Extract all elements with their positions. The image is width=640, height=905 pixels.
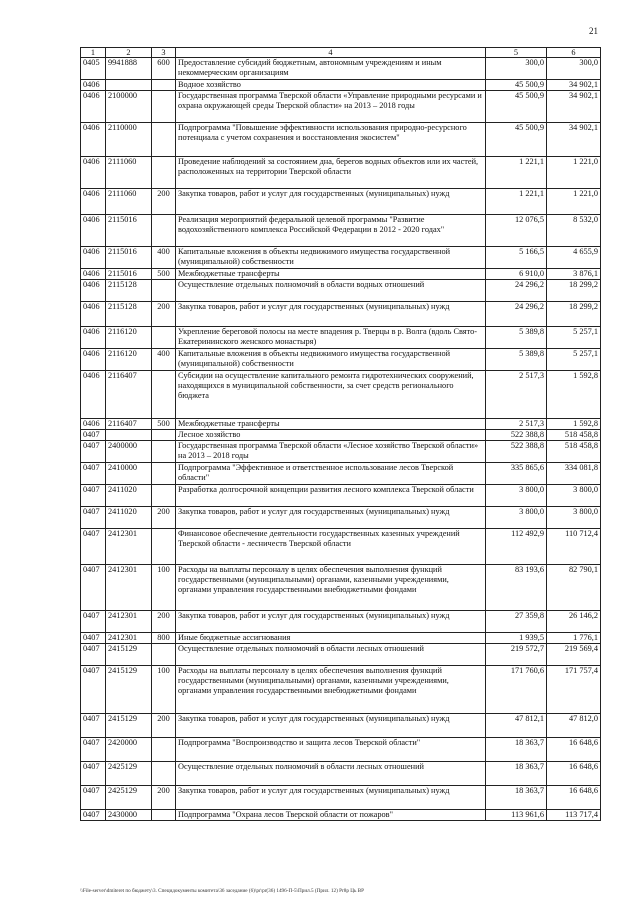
actual-amount-cell: 3 876,1	[547, 269, 601, 280]
planned-amount-cell: 45 500,9	[486, 123, 547, 157]
column-number: 2	[106, 48, 152, 58]
planned-amount-cell: 522 388,8	[486, 441, 547, 463]
actual-amount-cell: 1 221,0	[547, 157, 601, 189]
table-row	[81, 123, 601, 157]
actual-amount-cell: 3 800,0	[547, 507, 601, 529]
section-code-cell: 0407	[81, 529, 106, 565]
actual-amount-cell: 1 592,8	[547, 419, 601, 430]
section-code-cell: 0407	[81, 644, 106, 666]
target-code-cell: 2400000	[106, 441, 152, 463]
description-cell: Межбюджетные трансферты	[176, 419, 486, 430]
table-row	[81, 349, 601, 371]
target-code-cell: 2115016	[106, 269, 152, 280]
expense-type-cell: 200	[152, 507, 176, 529]
expense-type-cell	[152, 327, 176, 349]
column-number: 3	[152, 48, 176, 58]
expense-type-cell: 200	[152, 786, 176, 810]
description-cell: Осуществление отдельных полномочий в области лесных отношений	[176, 644, 486, 666]
planned-amount-cell: 6 910,0	[486, 269, 547, 280]
section-code-cell: 0406	[81, 157, 106, 189]
target-code-cell: 2415129	[106, 644, 152, 666]
table-row	[81, 786, 601, 810]
actual-amount-cell: 4 655,9	[547, 247, 601, 269]
table-row	[81, 58, 601, 80]
table-row	[81, 762, 601, 786]
planned-amount-cell: 27 359,8	[486, 611, 547, 633]
section-code-cell: 0406	[81, 215, 106, 247]
table-row	[81, 269, 601, 280]
expense-type-cell: 600	[152, 58, 176, 80]
actual-amount-cell: 300,0	[547, 58, 601, 80]
planned-amount-cell: 45 500,9	[486, 80, 547, 91]
planned-amount-cell: 5 166,5	[486, 247, 547, 269]
actual-amount-cell: 47 812,0	[547, 714, 601, 738]
column-number: 6	[547, 48, 601, 58]
section-code-cell: 0407	[81, 441, 106, 463]
description-cell: Закупка товаров, работ и услуг для государственных (муниципальных) нужд	[176, 714, 486, 738]
actual-amount-cell: 219 569,4	[547, 644, 601, 666]
actual-amount-cell: 34 902,1	[547, 91, 601, 123]
description-cell: Закупка товаров, работ и услуг для государственных (муниципальных) нужд	[176, 786, 486, 810]
section-code-cell: 0406	[81, 327, 106, 349]
column-number: 1	[81, 48, 106, 58]
table-row	[81, 157, 601, 189]
planned-amount-cell: 1 221,1	[486, 157, 547, 189]
actual-amount-cell: 26 146,2	[547, 611, 601, 633]
expense-type-cell	[152, 762, 176, 786]
section-code-cell: 0407	[81, 738, 106, 762]
table-row	[81, 714, 601, 738]
planned-amount-cell: 24 296,2	[486, 280, 547, 302]
table-row	[81, 327, 601, 349]
target-code-cell: 2425129	[106, 786, 152, 810]
target-code-cell: 2412301	[106, 529, 152, 565]
actual-amount-cell: 16 648,6	[547, 786, 601, 810]
table-row	[81, 738, 601, 762]
expense-type-cell	[152, 123, 176, 157]
target-code-cell: 2110000	[106, 123, 152, 157]
description-cell: Закупка товаров, работ и услуг для государственных (муниципальных) нужд	[176, 611, 486, 633]
expense-type-cell: 400	[152, 349, 176, 371]
planned-amount-cell: 18 363,7	[486, 786, 547, 810]
target-code-cell: 2116120	[106, 349, 152, 371]
expense-type-cell	[152, 644, 176, 666]
target-code-cell: 2116407	[106, 371, 152, 419]
table-row	[81, 189, 601, 215]
section-code-cell: 0406	[81, 349, 106, 371]
expense-type-cell: 200	[152, 189, 176, 215]
expense-type-cell: 200	[152, 611, 176, 633]
actual-amount-cell: 113 717,4	[547, 810, 601, 821]
table-row	[81, 633, 601, 644]
table-row	[81, 507, 601, 529]
target-code-cell: 2115016	[106, 247, 152, 269]
description-cell: Финансовое обеспечение деятельности государственных казенных учреждений Тверской области - лесничеств Тверской области	[176, 529, 486, 565]
planned-amount-cell: 24 296,2	[486, 302, 547, 327]
expense-type-cell	[152, 529, 176, 565]
target-code-cell: 2411020	[106, 485, 152, 507]
actual-amount-cell: 18 299,2	[547, 280, 601, 302]
planned-amount-cell: 300,0	[486, 58, 547, 80]
table-row	[81, 810, 601, 821]
description-cell: Расходы на выплаты персоналу в целях обеспечения выполнения функций государственными (муниципальными) органами, казенными учреждениями, органами управления государственными внебюджетными фондами	[176, 565, 486, 611]
actual-amount-cell: 8 532,0	[547, 215, 601, 247]
actual-amount-cell: 1 592,8	[547, 371, 601, 419]
target-code-cell: 2412301	[106, 633, 152, 644]
section-code-cell: 0406	[81, 280, 106, 302]
section-code-cell: 0407	[81, 485, 106, 507]
target-code-cell: 2115128	[106, 302, 152, 327]
expense-type-cell	[152, 441, 176, 463]
description-cell: Подпрограмма "Эффективное и ответственное использование лесов Тверской области"	[176, 463, 486, 485]
description-cell: Государственная программа Тверской области «Управление природными ресурсами и охрана окружающей среды Тверской области» на 2013 – 2018 годы	[176, 91, 486, 123]
target-code-cell: 2425129	[106, 762, 152, 786]
page-number: 21	[589, 26, 598, 36]
table-row	[81, 485, 601, 507]
section-code-cell: 0407	[81, 810, 106, 821]
planned-amount-cell: 18 363,7	[486, 738, 547, 762]
target-code-cell: 2116407	[106, 419, 152, 430]
target-code-cell: 2115016	[106, 215, 152, 247]
planned-amount-cell: 5 389,8	[486, 349, 547, 371]
description-cell: Подпрограмма "Охрана лесов Тверской области от пожаров"	[176, 810, 486, 821]
table-row	[81, 430, 601, 441]
description-cell: Капитальные вложения в объекты недвижимого имущества государственной (муниципальной) собственности	[176, 247, 486, 269]
expense-type-cell: 500	[152, 419, 176, 430]
description-cell: Капитальные вложения в объекты недвижимого имущества государственной (муниципальной) собственности	[176, 349, 486, 371]
section-code-cell: 0406	[81, 302, 106, 327]
expense-type-cell: 100	[152, 666, 176, 714]
budget-table	[80, 47, 601, 821]
section-code-cell: 0406	[81, 419, 106, 430]
description-cell: Предоставление субсидий бюджетным, автономным учреждениям и иным некоммерческим организациям	[176, 58, 486, 80]
actual-amount-cell: 82 790,1	[547, 565, 601, 611]
section-code-cell: 0406	[81, 269, 106, 280]
section-code-cell: 0405	[81, 58, 106, 80]
planned-amount-cell: 18 363,7	[486, 762, 547, 786]
target-code-cell: 2411020	[106, 507, 152, 529]
column-number: 4	[176, 48, 486, 58]
section-code-cell: 0407	[81, 762, 106, 786]
planned-amount-cell: 3 800,0	[486, 507, 547, 529]
planned-amount-cell: 1 939,5	[486, 633, 547, 644]
planned-amount-cell: 112 492,9	[486, 529, 547, 565]
description-cell: Закупка товаров, работ и услуг для государственных (муниципальных) нужд	[176, 189, 486, 215]
actual-amount-cell: 16 648,6	[547, 762, 601, 786]
planned-amount-cell: 2 517,3	[486, 419, 547, 430]
table-row	[81, 91, 601, 123]
section-code-cell: 0407	[81, 666, 106, 714]
target-code-cell: 2412301	[106, 565, 152, 611]
actual-amount-cell: 5 257,1	[547, 327, 601, 349]
section-code-cell: 0406	[81, 189, 106, 215]
column-number: 5	[486, 48, 547, 58]
table-row	[81, 529, 601, 565]
actual-amount-cell: 34 902,1	[547, 80, 601, 91]
target-code-cell	[106, 430, 152, 441]
table-row	[81, 80, 601, 91]
expense-type-cell	[152, 80, 176, 91]
table-body	[81, 58, 601, 821]
description-cell: Разработка долгосрочной концепции развития лесного комплекса Тверской области	[176, 485, 486, 507]
section-code-cell: 0407	[81, 633, 106, 644]
table-row	[81, 463, 601, 485]
planned-amount-cell: 3 800,0	[486, 485, 547, 507]
planned-amount-cell: 12 076,5	[486, 215, 547, 247]
actual-amount-cell: 5 257,1	[547, 349, 601, 371]
actual-amount-cell: 18 299,2	[547, 302, 601, 327]
target-code-cell: 2430000	[106, 810, 152, 821]
section-code-cell: 0406	[81, 80, 106, 91]
table-row	[81, 247, 601, 269]
target-code-cell: 2100000	[106, 91, 152, 123]
expense-type-cell: 200	[152, 302, 176, 327]
actual-amount-cell: 34 902,1	[547, 123, 601, 157]
description-cell: Закупка товаров, работ и услуг для государственных (муниципальных) нужд	[176, 302, 486, 327]
description-cell: Проведение наблюдений за состоянием дна, берегов водных объектов или их частей, расположенных на территории Тверской области	[176, 157, 486, 189]
target-code-cell: 2420000	[106, 738, 152, 762]
description-cell: Реализация мероприятий федеральной целевой программы "Развитие водохозяйственного комплекса Российской Федерации в 2012 - 2020 годах"	[176, 215, 486, 247]
planned-amount-cell: 113 961,6	[486, 810, 547, 821]
target-code-cell: 2111060	[106, 157, 152, 189]
planned-amount-cell: 47 812,1	[486, 714, 547, 738]
column-number-row	[81, 48, 601, 58]
target-code-cell: 2415129	[106, 666, 152, 714]
expense-type-cell	[152, 485, 176, 507]
description-cell: Субсидии на осуществление капитального ремонта гидротехнических сооружений, находящихся в муниципальной собственности, за счет средств регионального бюджета	[176, 371, 486, 419]
description-cell: Расходы на выплаты персоналу в целях обеспечения выполнения функций государственными (муниципальными) органами, казенными учреждениями, органами управления государственными внебюджетными фондами	[176, 666, 486, 714]
expense-type-cell: 100	[152, 565, 176, 611]
table-row	[81, 441, 601, 463]
target-code-cell: 2115128	[106, 280, 152, 302]
expense-type-cell	[152, 810, 176, 821]
expense-type-cell	[152, 91, 176, 123]
table-row	[81, 215, 601, 247]
description-cell: Подпрограмма "Повышение эффективности использования природно-ресурсного потенциала с учетом сохранения и восстановления экосистем"	[176, 123, 486, 157]
footer-file-path: \\File-server\dmiteret по бюджету\3. Специдокументы комитета\36 заседание (6)\pr\pr(36) 1496-П-5\Прил.5 (Прил. 12) Pr8p Ць ВР	[80, 888, 364, 894]
section-code-cell: 0407	[81, 611, 106, 633]
table-row	[81, 419, 601, 430]
section-code-cell: 0406	[81, 371, 106, 419]
target-code-cell: 9941888	[106, 58, 152, 80]
expense-type-cell	[152, 215, 176, 247]
expense-type-cell: 200	[152, 714, 176, 738]
target-code-cell: 2415129	[106, 714, 152, 738]
description-cell: Осуществление отдельных полномочий в области лесных отношений	[176, 762, 486, 786]
table-row	[81, 611, 601, 633]
description-cell: Закупка товаров, работ и услуг для государственных (муниципальных) нужд	[176, 507, 486, 529]
section-code-cell: 0407	[81, 430, 106, 441]
table-row	[81, 302, 601, 327]
actual-amount-cell: 3 800,0	[547, 485, 601, 507]
expense-type-cell: 400	[152, 247, 176, 269]
actual-amount-cell: 1 776,1	[547, 633, 601, 644]
table-row	[81, 666, 601, 714]
planned-amount-cell: 171 760,6	[486, 666, 547, 714]
planned-amount-cell: 83 193,6	[486, 565, 547, 611]
description-cell: Государственная программа Тверской области «Лесное хозяйство Тверской области» на 2013 – 2018 годы	[176, 441, 486, 463]
table-row	[81, 280, 601, 302]
actual-amount-cell: 1 221,0	[547, 189, 601, 215]
table-row	[81, 644, 601, 666]
expense-type-cell	[152, 280, 176, 302]
target-code-cell: 2410000	[106, 463, 152, 485]
section-code-cell: 0406	[81, 91, 106, 123]
section-code-cell: 0407	[81, 565, 106, 611]
table-header	[81, 48, 601, 58]
description-cell: Подпрограмма "Воспроизводство и защита лесов Тверской области"	[176, 738, 486, 762]
description-cell: Иные бюджетные ассигнования	[176, 633, 486, 644]
actual-amount-cell: 16 648,6	[547, 738, 601, 762]
description-cell: Водное хозяйство	[176, 80, 486, 91]
planned-amount-cell: 522 388,8	[486, 430, 547, 441]
section-code-cell: 0407	[81, 714, 106, 738]
expense-type-cell	[152, 157, 176, 189]
expense-type-cell: 800	[152, 633, 176, 644]
expense-type-cell	[152, 463, 176, 485]
actual-amount-cell: 110 712,4	[547, 529, 601, 565]
description-cell: Лесное хозяйство	[176, 430, 486, 441]
target-code-cell: 2116120	[106, 327, 152, 349]
planned-amount-cell: 219 572,7	[486, 644, 547, 666]
section-code-cell: 0407	[81, 786, 106, 810]
planned-amount-cell: 1 221,1	[486, 189, 547, 215]
table-row	[81, 565, 601, 611]
target-code-cell: 2111060	[106, 189, 152, 215]
section-code-cell: 0406	[81, 247, 106, 269]
expense-type-cell	[152, 738, 176, 762]
section-code-cell: 0406	[81, 123, 106, 157]
target-code-cell: 2412301	[106, 611, 152, 633]
expense-type-cell	[152, 430, 176, 441]
section-code-cell: 0407	[81, 507, 106, 529]
planned-amount-cell: 2 517,3	[486, 371, 547, 419]
description-cell: Межбюджетные трансферты	[176, 269, 486, 280]
table-row	[81, 371, 601, 419]
actual-amount-cell: 171 757,4	[547, 666, 601, 714]
planned-amount-cell: 5 389,8	[486, 327, 547, 349]
target-code-cell	[106, 80, 152, 91]
expense-type-cell	[152, 371, 176, 419]
section-code-cell: 0407	[81, 463, 106, 485]
planned-amount-cell: 335 865,6	[486, 463, 547, 485]
actual-amount-cell: 334 081,8	[547, 463, 601, 485]
planned-amount-cell: 45 500,9	[486, 91, 547, 123]
description-cell: Осуществление отдельных полномочий в области водных отношений	[176, 280, 486, 302]
actual-amount-cell: 518 458,8	[547, 430, 601, 441]
actual-amount-cell: 518 458,8	[547, 441, 601, 463]
description-cell: Укрепление береговой полосы на месте впадения р. Тверцы в р. Волга (вдоль Свято-Екатерининского женского монастыря)	[176, 327, 486, 349]
expense-type-cell: 500	[152, 269, 176, 280]
